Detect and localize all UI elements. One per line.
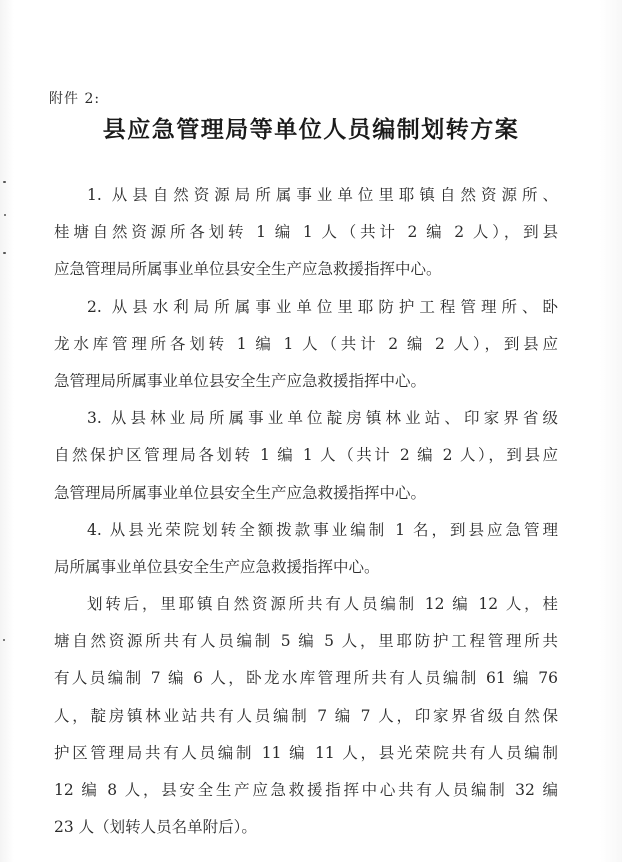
paragraph-5-line-6: 12 编 8 人，县安全生产应急救援指挥中心共有人员编制 32 编: [54, 781, 558, 799]
paragraph-2-line-3: 急管理局所属事业单位县安全生产应急救援指挥中心。: [54, 371, 427, 390]
paragraph-1-line-1: 1. 从县自然资源局所属事业单位里耶镇自然资源所、: [87, 186, 558, 204]
paragraph-4-line-2: 局所属事业单位县安全生产应急救援指挥中心。: [54, 557, 380, 576]
paragraph-1-line-2: 桂塘自然资源所各划转 1 编 1 人（共计 2 编 2 人），到县: [54, 223, 558, 242]
paragraph-5-line-4: 人，靛房镇林业站共有人员编制 7 编 7 人，印家界省级自然保: [54, 706, 558, 725]
scan-mark: [3, 639, 5, 641]
paragraph-1-line-3: 应急管理局所属事业单位县安全生产应急救援指挥中心。: [54, 260, 442, 279]
paragraph-3-line-2: 自然保护区管理局各划转 1 编 1 人（共计 2 编 2 人），到县应: [54, 446, 558, 465]
paragraph-2-line-1: 2. 从县水利局所属事业单位里耶防护工程管理所、卧: [87, 297, 558, 316]
paragraph-3-line-1: 3. 从县林业局所属事业单位靛房镇林业站、印家界省级: [87, 409, 558, 428]
attachment-label: 附件 2:: [49, 91, 101, 107]
paragraph-5-line-5: 护区管理局共有人员编制 11 编 11 人，县光荣院共有人员编制: [54, 743, 558, 762]
paragraph-3-line-3: 急管理局所属事业单位县安全生产应急救援指挥中心。: [54, 483, 427, 502]
paragraph-5-line-2: 塘自然资源所共有人员编制 5 编 5 人，里耶防护工程管理所共: [54, 632, 558, 651]
paragraph-5-line-3: 有人员编制 7 编 6 人，卧龙水库管理所共有人员编制 61 编 76: [54, 669, 558, 688]
paragraph-5-line-7: 23 人（划转人员名单附后）。: [54, 818, 257, 837]
scan-mark: [4, 214, 6, 216]
scan-mark: [3, 252, 6, 254]
paragraph-5-line-1: 划转后，里耶镇自然资源所共有人员编制 12 编 12 人，桂: [87, 595, 558, 614]
paragraph-2-line-2: 龙水库管理所各划转 1 编 1 人（共计 2 编 2 人），到县应: [54, 334, 558, 353]
document-body: [54, 177, 558, 846]
scan-mark: [3, 181, 6, 183]
document-title: 县应急管理局等单位人员编制划转方案: [102, 116, 520, 143]
paragraph-4-line-1: 4. 从县光荣院划转全额拨款事业编制 1 名，到县应急管理: [87, 520, 558, 539]
